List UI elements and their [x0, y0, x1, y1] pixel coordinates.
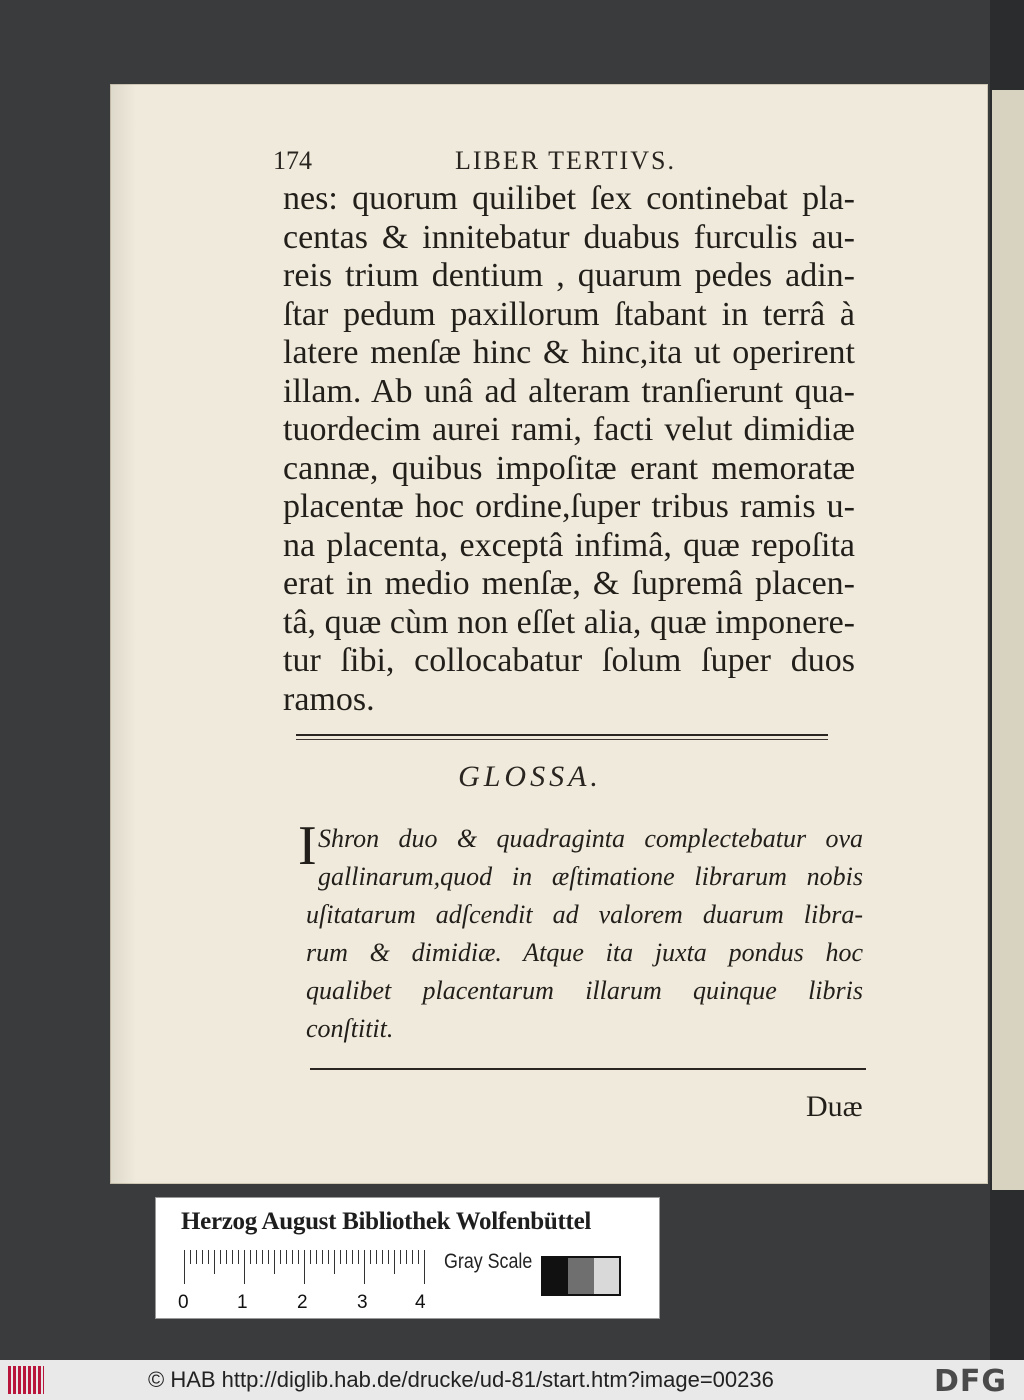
ruler-tick [286, 1250, 287, 1264]
ruler-tick [292, 1250, 293, 1264]
running-title: LIBER TERTIVS. [455, 146, 676, 175]
ruler-tick [388, 1250, 389, 1264]
ruler-tick [412, 1250, 413, 1264]
ruler-tick [418, 1250, 419, 1264]
ruler-tick [370, 1250, 371, 1264]
ruler-tick [400, 1250, 401, 1264]
ruler-tick [316, 1250, 317, 1264]
footer-bar [0, 1360, 1024, 1400]
ruler-tick [190, 1250, 191, 1264]
ruler-tick [310, 1250, 311, 1264]
ruler-tick [214, 1250, 215, 1274]
grayscale-label: Gray Scale [444, 1250, 533, 1273]
text-line: latere menſæ hinc & hinc,ita ut operirent [283, 334, 855, 371]
library-label-card [155, 1197, 660, 1319]
glossa-heading: GLOSSA. [458, 760, 602, 793]
ruler-tick [334, 1250, 335, 1274]
ruler-tick [208, 1250, 209, 1264]
ruler-tick [226, 1250, 227, 1264]
ruler-number: 0 [178, 1292, 189, 1313]
text-line: tâ, quæ cùm non eſſet alia, quæ imponere- [283, 603, 855, 641]
page-number: 174 [273, 146, 312, 175]
dfg-logo: DFG [934, 1364, 1008, 1399]
running-head [0, 146, 1024, 182]
text-line: reis trium dentium , quarum pedes adin- [283, 257, 855, 294]
ruler-number: 4 [415, 1292, 426, 1313]
main-text-block [283, 180, 855, 719]
ruler-number: 3 [357, 1292, 368, 1313]
catchword: Duæ [806, 1090, 863, 1123]
ruler-tick [304, 1250, 305, 1284]
text-line: na placenta, exceptâ infimâ, quæ repoſita [283, 526, 855, 564]
ruler-tick [250, 1250, 251, 1264]
ruler-tick [244, 1250, 245, 1284]
glossa-line: rum & dimidiæ. Atque ita juxta pondus hoc [306, 938, 863, 967]
hab-barcode-icon [8, 1366, 44, 1394]
ruler-tick [352, 1250, 353, 1264]
ruler-tick [232, 1250, 233, 1264]
ruler-tick [196, 1250, 197, 1264]
swatch-light [594, 1258, 619, 1294]
ruler-tick [364, 1250, 365, 1284]
ruler-tick [184, 1250, 185, 1284]
ruler-number: 1 [237, 1292, 248, 1313]
glossa-text-block [306, 820, 863, 1048]
ruler-tick [202, 1250, 203, 1264]
text-line: nes: quorum quilibet ſex continebat pla- [283, 180, 855, 217]
ruler-tick [268, 1250, 269, 1264]
section-rule-top-inner [296, 739, 828, 740]
text-line: ſtar pedum paxillorum ſtabant in terrâ à [283, 295, 855, 333]
ruler-tick [394, 1250, 395, 1274]
swatch-mid [568, 1258, 593, 1294]
ruler-tick [274, 1250, 275, 1274]
glossa-initial: I [298, 815, 317, 877]
glossa-line: gallinarum,quod in æſtimatione librarum nobis [318, 862, 863, 891]
swatch-dark [543, 1258, 568, 1294]
measurement-ruler [184, 1250, 424, 1290]
text-line: erat in medio menſæ, & ſupremâ placen- [283, 565, 855, 602]
glossa-line: qualibet placentarum illarum quinque libris [306, 976, 863, 1005]
next-page-edge [992, 90, 1024, 1190]
text-line: placentæ hoc ordine,ſuper tribus ramis u- [283, 488, 855, 525]
page-gutter-shade [110, 84, 136, 1184]
ruler-tick [424, 1250, 425, 1284]
glossa-line: conſtitit. [306, 1014, 394, 1043]
ruler-tick [340, 1250, 341, 1264]
ruler-tick [358, 1250, 359, 1264]
ruler-number: 2 [297, 1292, 308, 1313]
text-line: cannæ, quibus impoſitæ erant memoratæ [283, 449, 855, 487]
ruler-tick [328, 1250, 329, 1264]
ruler-tick [298, 1250, 299, 1264]
text-line: illam. Ab unâ ad alteram tranſierunt qua- [283, 372, 855, 410]
text-line: centas & innitebatur duabus furculis au- [283, 218, 855, 256]
text-line: tuordecim aurei rami, facti velut dimidiæ [283, 411, 855, 448]
glossa-line: uſitatarum adſcendit ad valorem duarum libra- [306, 900, 863, 929]
ruler-tick [262, 1250, 263, 1264]
text-line: ramos. [283, 680, 375, 718]
ruler-tick [238, 1250, 239, 1264]
ruler-tick [280, 1250, 281, 1264]
ruler-tick [346, 1250, 347, 1264]
glossa-line: Shron duo & quadraginta complectebatur ova [318, 824, 863, 853]
ruler-tick [376, 1250, 377, 1264]
ruler-tick [406, 1250, 407, 1264]
ruler-tick [382, 1250, 383, 1264]
text-line: tur ſibi, collocabatur ſolum ſuper duos [283, 642, 855, 679]
ruler-tick [220, 1250, 221, 1264]
ruler-tick [322, 1250, 323, 1264]
grayscale-swatches [541, 1256, 621, 1296]
section-rule-top [296, 734, 828, 736]
section-rule-bottom [310, 1068, 866, 1070]
footer-source-text: © HAB http://diglib.hab.de/drucke/ud-81/start.htm?image=00236 [148, 1367, 774, 1392]
library-name: Herzog August Bibliothek Wolfenbüttel [181, 1208, 592, 1235]
ruler-tick [256, 1250, 257, 1264]
